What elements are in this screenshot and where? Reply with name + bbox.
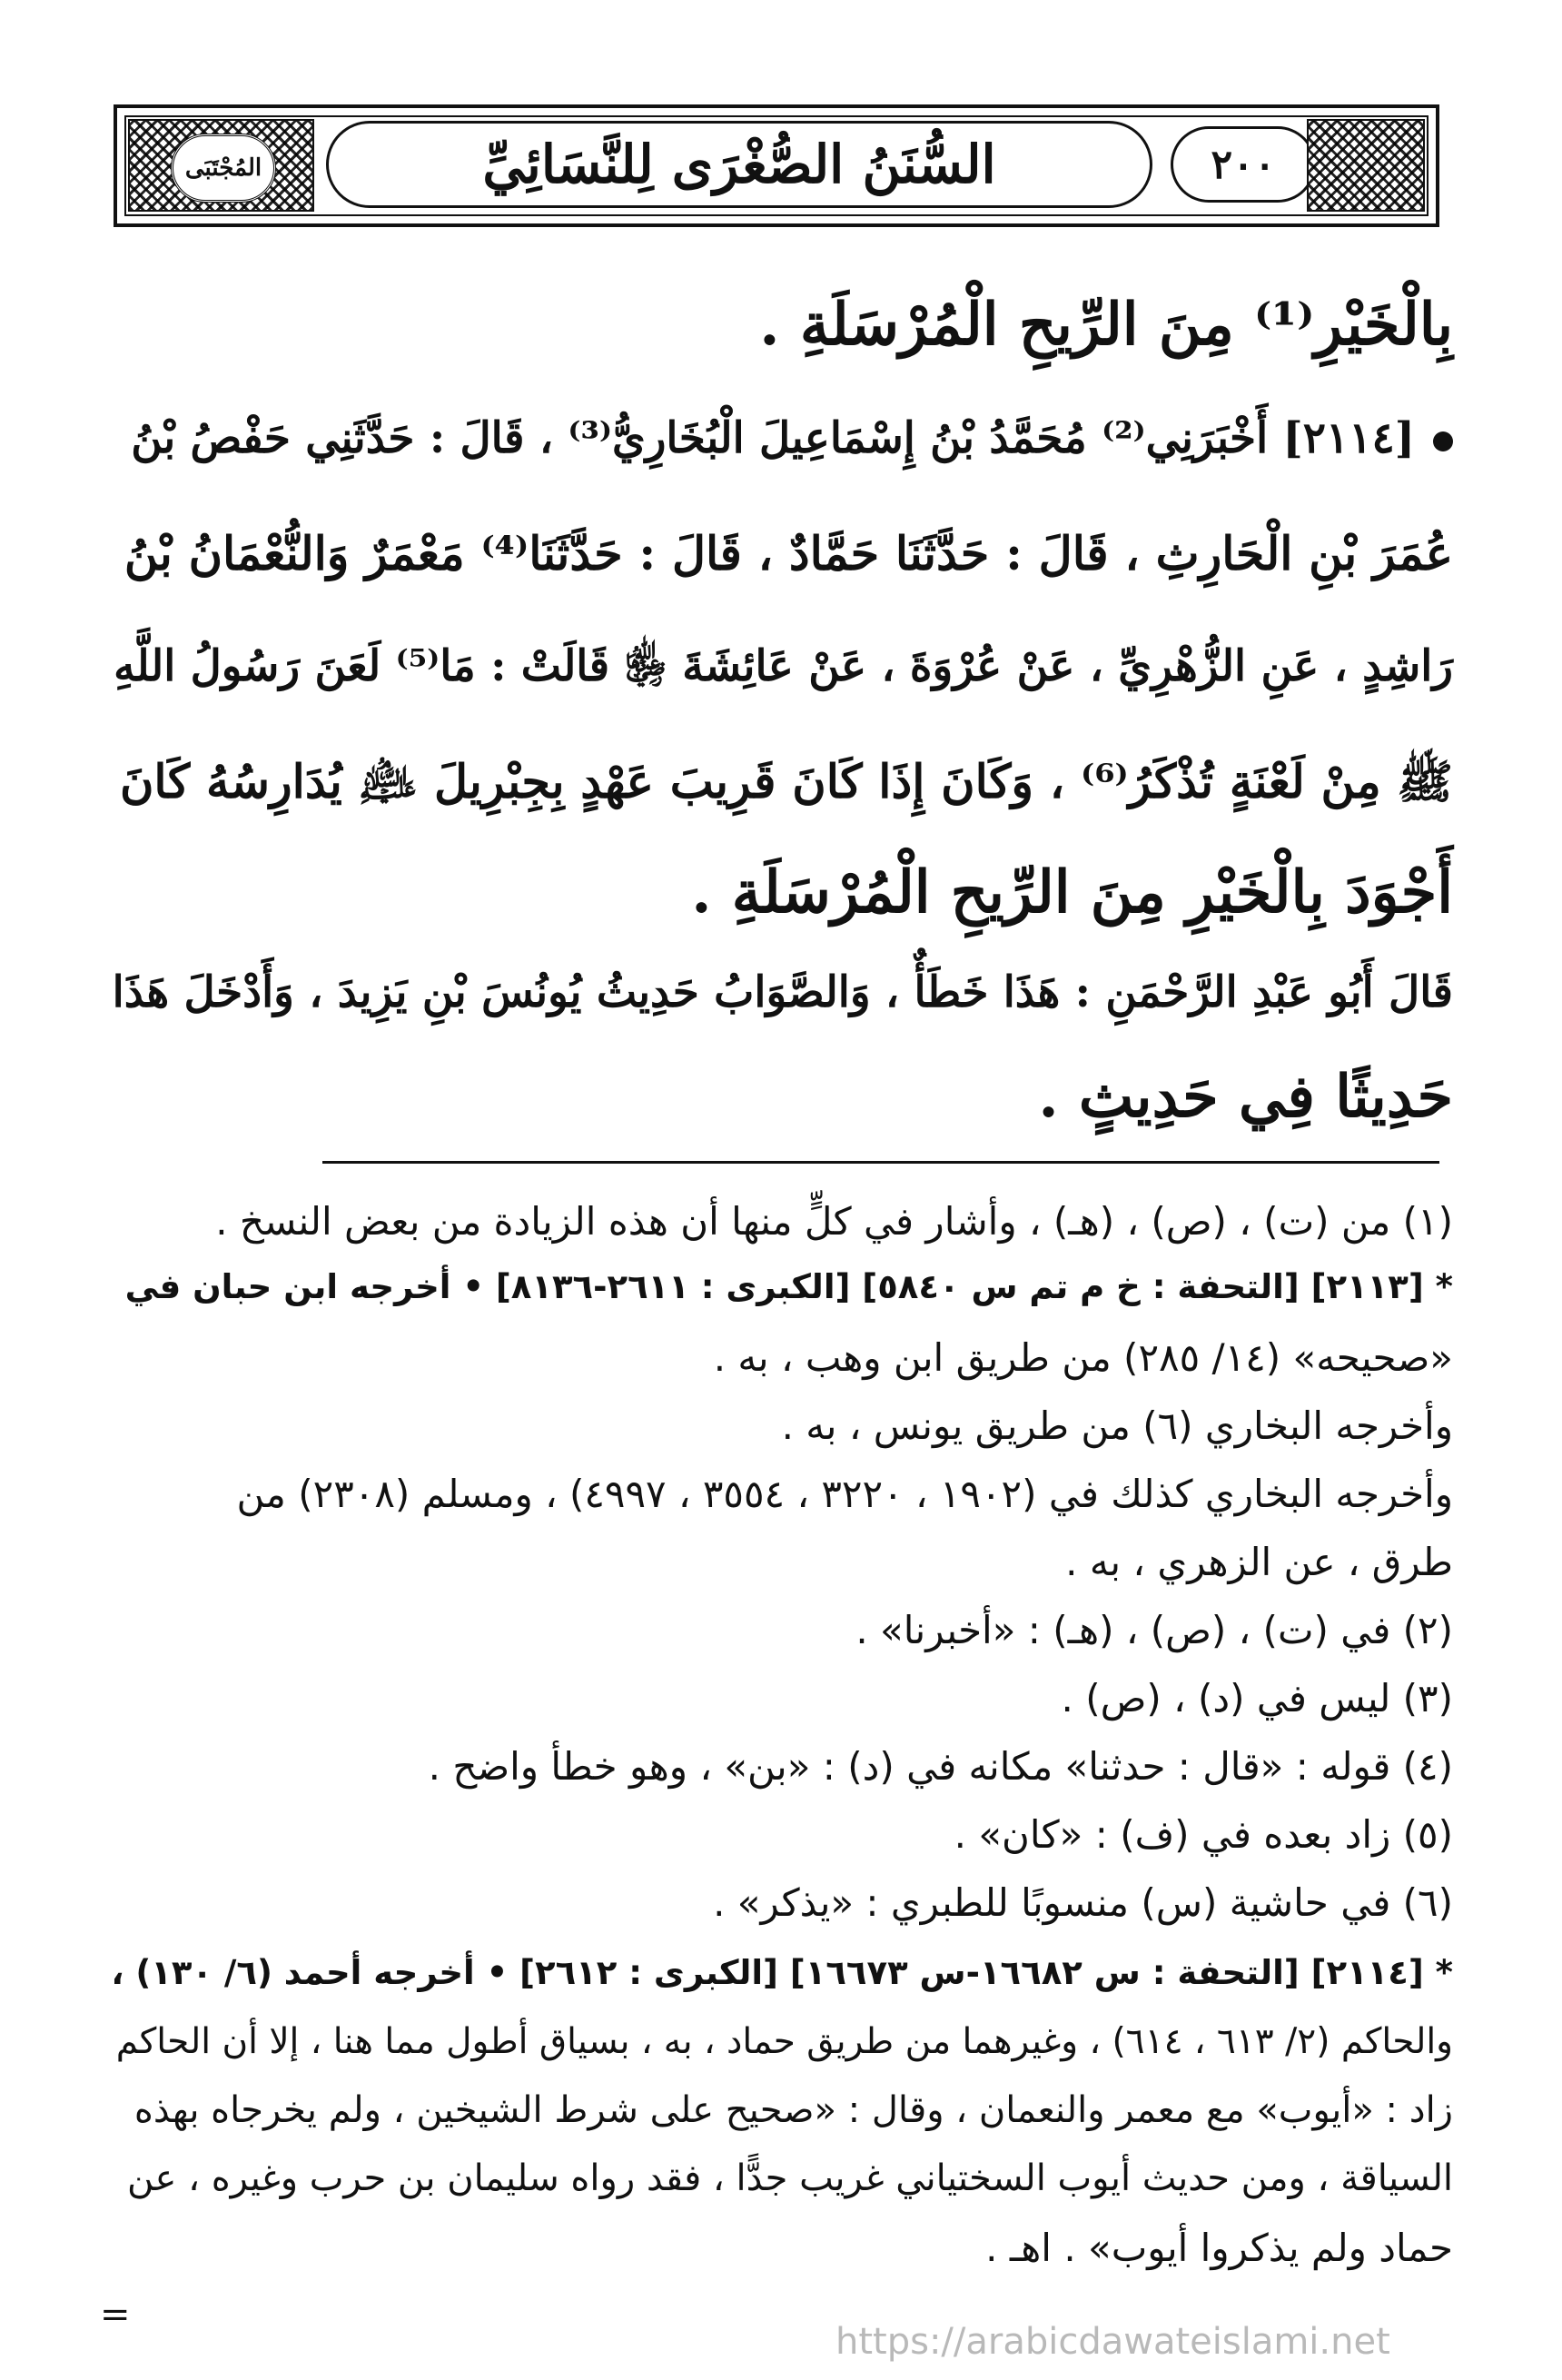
footnote-5: (٥) زاد بعده في (ف) : «كان» . [954,1812,1453,1857]
footnote-1: (١) من (ت) ، (ص) ، (هـ) ، وأشار في كلٍّ منها أن هذه الزيادة من بعض النسخ . [215,1199,1453,1244]
footnote-line-5: وأخرجه البخاري كذلك في (١٩٠٢ ، ٣٢٢٠ ، ٣٥٥٤ ، ٤٩٩٧) ، ومسلم (٢٣٠٨) من [236,1472,1453,1516]
footnote-ref-2113: * [٢١١٣] [التحفة : خ م تم س ٥٨٤٠] [الكبرى : ٢٦١١-٨١٣٦] • أخرجه ابن حبان في [124,1267,1453,1306]
footnote-line-15: السياقة ، ومن حديث أيوب السختياني غريب جدًّا ، فقد رواه سليمان بن حرب وغيره ، عن [127,2157,1453,2199]
footnote-line-6: طرق ، عن الزهري ، به . [1065,1540,1453,1584]
body-line-4: رَاشِدٍ ، عَنِ الزُّهْرِيِّ ، عَنْ عُرْوَةَ ، عَنْ عَائِشَةَ ﵂ قَالَتْ : مَا⁽⁵⁾ لَعَنَ رَسُولُ اللَّهِ [114,641,1453,691]
body-line-8: حَدِيثًا فِي حَدِيثٍ . [1038,1063,1453,1131]
footnote-ref-2114: * [٢١١٤] [التحفة : س ١٦٦٨٢-س ١٦٦٧٣] [الكبرى : ٢٦١٢] • أخرجه أحمد (٦/ ١٣٠) ، [111,1953,1453,1992]
body-line-3: عُمَرَ بْنِ الْحَارِثِ ، قَالَ : حَدَّثَنَا حَمَّادٌ ، قَالَ : حَدَّثَنَا⁽⁴⁾ مَعْمَرٌ وَالنُّعْمَانُ بْنُ [124,527,1453,581]
watermark-url: https://arabicdawateislami.net [835,2321,1390,2363]
body-line-2-text: [٢١١٤] أَخْبَرَنِي⁽²⁾ مُحَمَّدُ بْنُ إِسْمَاعِيلَ الْبُخَارِيُّ⁽³⁾ ، قَالَ : حَدَّثَنِي حَفْصُ بْنُ [131,413,1415,463]
body-line-6: أَجْوَدَ بِالْخَيْرِ مِنَ الرِّيحِ الْمُرْسَلَةِ . [691,858,1453,927]
ornament-medallion: المُجْتَبَى [171,134,276,203]
page-number: ٢٠٠ [1171,126,1316,203]
footnote-line-14: زاد : «أيوب» مع معمر والنعمان ، وقال : «صحيح على شرط الشيخين ، ولم يخرجاه بهذه [133,2089,1453,2131]
footnote-line-13: والحاكم (٢/ ٦١٣ ، ٦١٤) ، وغيرهما من طريق حماد ، به ، بسياق أطول مما هنا ، إلا أن الحاكم [115,2021,1453,2062]
footnote-6: (٦) في حاشية (س) منسوبًا للطبري : «يذكر» . [713,1880,1453,1925]
footnote-4: (٤) قوله : «قال : حدثنا» مكانه في (د) : «بن» ، وهو خطأ واضح . [428,1744,1453,1789]
body-line-7: قَالَ أَبُو عَبْدِ الرَّحْمَنِ : هَذَا خَطَأٌ ، وَالصَّوَابُ حَدِيثُ يُونُسَ بْنِ يَزِيدَ ، وَأَدْخَلَ هَذَا [112,967,1453,1017]
header-ornament-right [1307,119,1425,212]
footnote-2: (٢) في (ت) ، (ص) ، (هـ) : «أخبرنا» . [855,1608,1453,1652]
header-ornament-left [128,119,314,212]
footnote-line-4: وأخرجه البخاري (٦) من طريق يونس ، به . [781,1403,1453,1448]
book-title: السُّنَنُ الصُّغْرَى لِلنَّسَائِيِّ [326,121,1152,208]
page-header [114,104,1439,227]
footnote-line-16: حماد ولم يذكروا أيوب» . اهـ . [985,2226,1453,2270]
bullet-icon [1433,431,1453,451]
footnote-3: (٣) ليس في (د) ، (ص) . [1061,1676,1453,1721]
body-line-5: ﷺ مِنْ لَعْنَةٍ تُذْكَرُ⁽⁶⁾ ، وَكَانَ إِذَا كَانَ قَرِيبَ عَهْدٍ بِجِبْرِيلَ ﵇ يُدَارِسُهُ كَانَ [119,755,1453,809]
margin-mark: = [100,2294,131,2335]
body-line-2 [109,413,1453,463]
footnote-separator [322,1161,1439,1164]
body-line-1: بِالْخَيْرِ⁽¹⁾ مِنَ الرِّيحِ الْمُرْسَلَةِ . [759,291,1453,359]
footnote-line-3: «صحيحه» (١٤/ ٢٨٥) من طريق ابن وهب ، به . [713,1335,1453,1380]
